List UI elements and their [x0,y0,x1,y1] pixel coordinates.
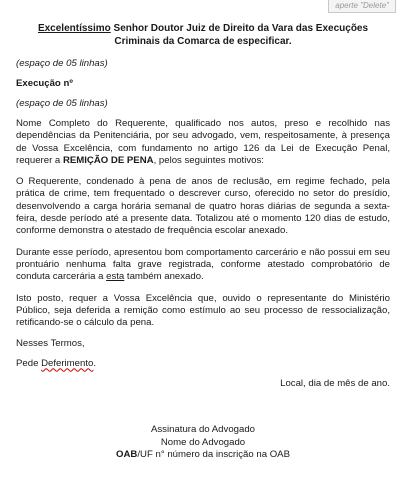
execution-number-heading: Execução nº [16,78,73,89]
paragraph-conduct-text: Durante esse período, apresentou bom comportamento carcerário e não possui em seu prontuário nenhuma falta grave registrada, conforme atestado comprobatório de conduta carcerária a [16,246,390,283]
paragraph-request [16,118,390,167]
signature-line-2: Nome do Advogado [160,436,246,448]
signature-line-3 [16,449,390,462]
document-page [16,22,390,462]
closing-terms: Nesses Termos, [16,338,85,350]
remission-keyword: REMIÇÃO DE PENA [62,154,154,166]
document-title [16,22,390,48]
title-first-word: Excelentíssimo [37,23,111,34]
spacer-note-1: (espaço de 05 linhas) [16,58,108,69]
closing-request-period: . [93,358,97,370]
title-rest: Senhor Doutor Juiz de Direito da Vara das Execuções Criminais da Comarca de especificar. [110,23,369,47]
signature-line-1: Assinatura do Advogado [150,424,255,436]
delete-hint-tab: aperte "Delete" [328,0,396,13]
underlined-word: esta [106,271,125,283]
paragraph-conduct [16,247,390,284]
paragraph-conduct-end: também anexado. [124,271,204,283]
closing-request [16,358,390,370]
oab-registration: /UF n° número da inscrição na OAB [137,449,290,461]
spacer-note-2: (espaço de 05 linhas) [16,98,108,109]
paragraph-reasons: O Requerente, condenado à pena de anos de reclusão, em regime fechado, pela prática de crime, tem frequentado o descrever curso, oferecido no setor do presídio, desenvolvendo a carga horária semanal de quatro horas diárias de segunda a sexta-feira, desde período até a presente data. Totalizou até o momento 120 dias de estudo, conforme demonstra o atestado de frequência escolar anexado. [16,176,390,237]
paragraph-request-end: , pelos seguintes motivos: [153,154,264,166]
spellcheck-marked-word: Deferimento [41,358,94,370]
paragraph-petition: Isto posto, requer a Vossa Excelência que, ouvido o representante do Ministério Público, seja deferida a remição como estímulo ao seu processo de ressocialização, retificando-se o cálculo da pena. [16,292,390,329]
closing-request-text: Pede [16,358,42,370]
paragraph-request-text: Nome Completo do Requerente, qualificado nos autos, preso e recolhido nas dependências da Penitenciária, por seu advogado, vem, respeitosamente, à presença de Vossa Excelência, com fundamento no artigo 126 da Lei de Execução Penal, requerer a [16,118,390,166]
place-date: Local, dia de mês de ano. [280,378,390,390]
oab-label: OAB [116,449,138,461]
